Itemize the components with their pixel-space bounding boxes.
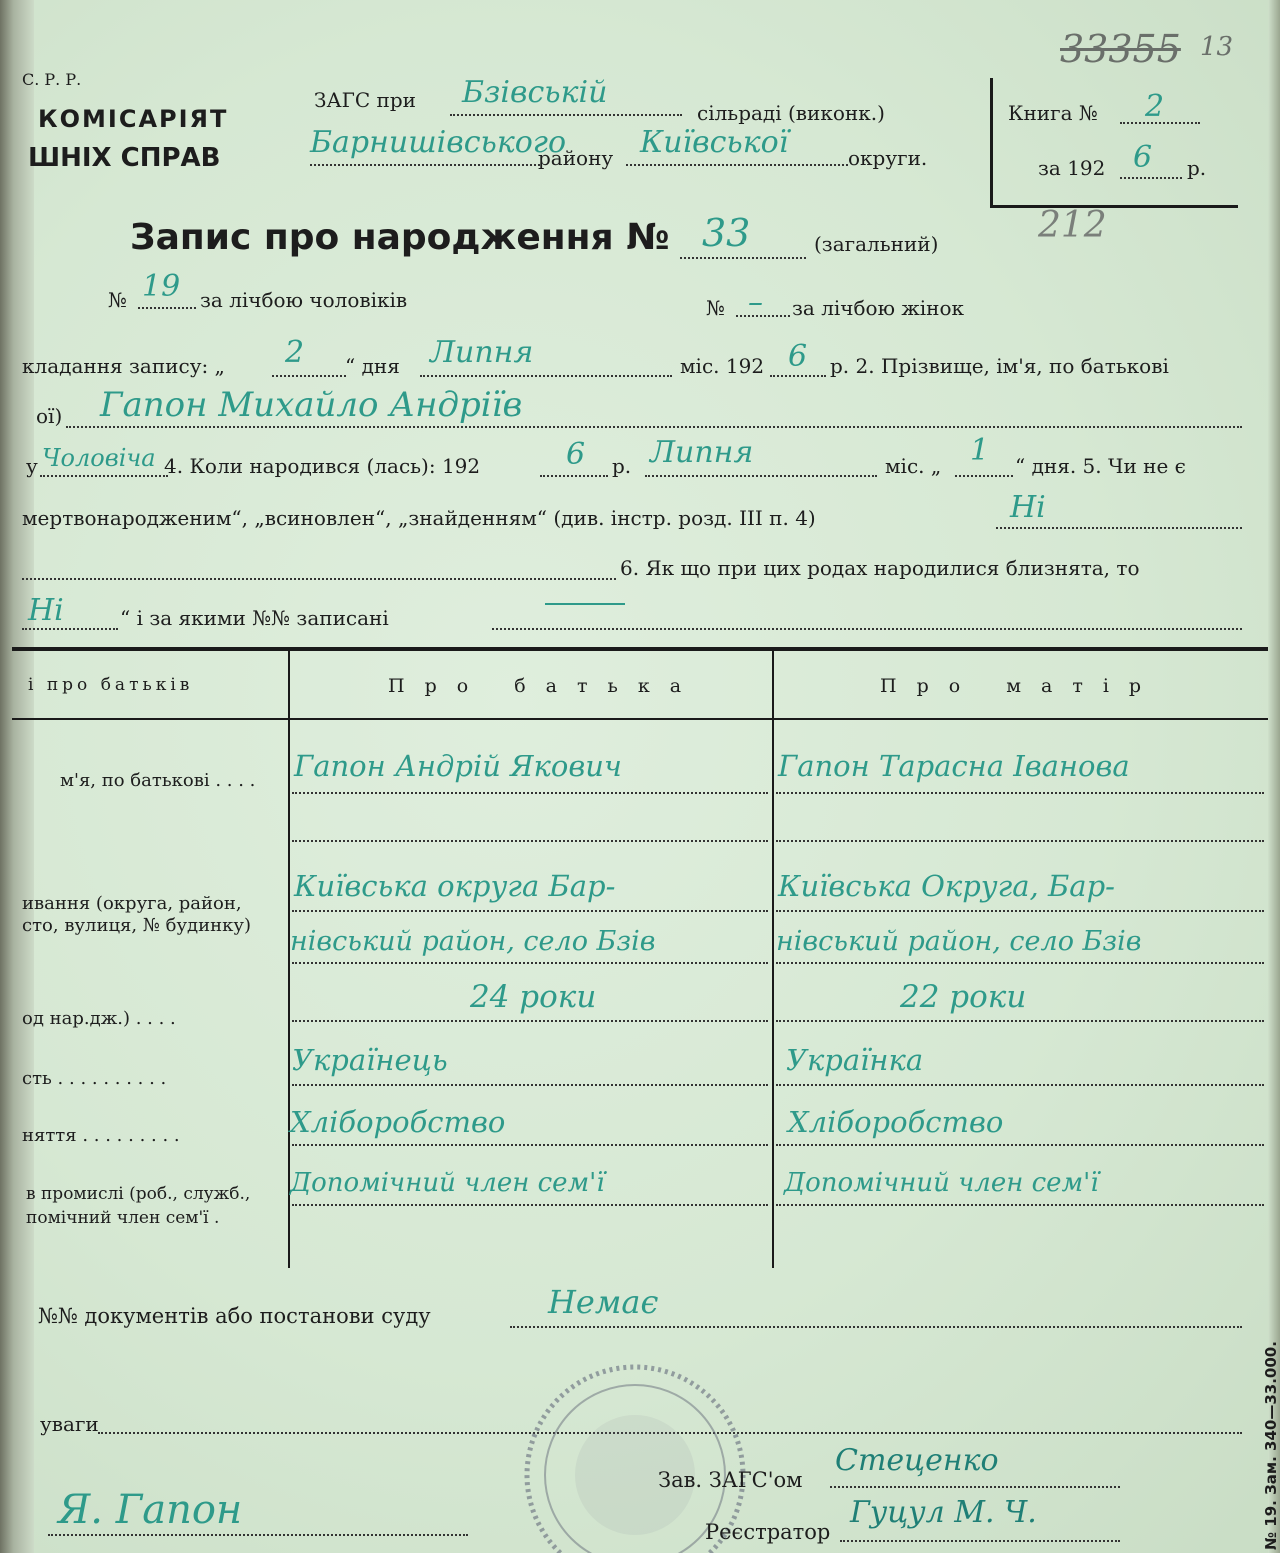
book-spine: [0, 0, 34, 1553]
month-year-label: міс. 192: [680, 354, 765, 378]
father-industry: Допомічний член сем'ї: [290, 1168, 605, 1198]
father-residence-line-2: [292, 962, 768, 964]
commissariat-label: КОМІСАРІЯТ: [38, 105, 229, 133]
born-mis-label: міс. „: [885, 454, 942, 478]
women-count-label: за лічбою жінок: [792, 296, 965, 320]
table-top-rule: [12, 647, 1268, 651]
year-suffix: р.: [1187, 156, 1207, 180]
table-col2-header: Про батька: [388, 675, 702, 697]
mother-industry: Допомічний член сем'ї: [784, 1168, 1099, 1198]
record-number: 33: [702, 211, 751, 255]
compiled-day: 2: [285, 335, 305, 370]
father-residence-line-1: [292, 910, 768, 912]
mother-age: 22 роки: [900, 979, 1027, 1015]
father-occupation: Хліборобство: [290, 1105, 506, 1139]
head-signature-line: [830, 1486, 1120, 1488]
row-industry-label-2: помічний член сем'ї .: [26, 1208, 220, 1228]
table-col-divider-2: [772, 650, 774, 1268]
documents-value: Немає: [548, 1283, 659, 1321]
twins-numbers-line: [492, 628, 1242, 630]
mother-name: Гапон Тарасна Іванова: [778, 749, 1130, 783]
born-day: 1: [970, 433, 990, 468]
page-edge: [1268, 0, 1280, 1553]
father-nationality-line: [292, 1084, 768, 1086]
father-occupation-line: [292, 1144, 768, 1146]
mother-name-line-2: [776, 840, 1264, 842]
compiled-year-line: [770, 375, 826, 377]
sex-value: Чоловіча: [42, 444, 156, 472]
documents-line: [510, 1326, 1242, 1328]
informant-signature: Я. Гапон: [58, 1487, 243, 1533]
compiled-month-line: [420, 375, 672, 377]
compiled-month: Липня: [430, 335, 534, 370]
mother-occupation-line: [776, 1144, 1264, 1146]
father-residence-1: Київська округа Бар-: [294, 869, 616, 903]
village-council-label: сільраді (виконк.): [697, 101, 885, 125]
table-col1-header: і про батьків: [28, 675, 194, 695]
father-age: 24 роки: [470, 979, 597, 1015]
okrug-label: округи.: [848, 146, 928, 170]
row-occupation-label: няття . . . . . . . . .: [22, 1125, 180, 1146]
ussr-label: С. Р. Р.: [22, 70, 82, 89]
district-label: району: [538, 146, 614, 170]
father-age-line: [292, 1020, 768, 1022]
men-number-value: 19: [142, 269, 181, 304]
affairs-label: ШНІХ СПРАВ: [28, 143, 221, 173]
year-line: [1120, 177, 1182, 179]
stillborn-label: мертвонародженим“, „всиновлен“, „знайденням“ (див. інстр. розд. III п. 4): [22, 506, 816, 530]
year-prefix: за 192: [1038, 156, 1106, 180]
twins-label: 6. Як що при цих родах народилися близнята, то: [620, 556, 1140, 580]
name-field-label: р. 2. Прізвище, ім'я, по батькові: [830, 354, 1169, 378]
mother-name-line: [776, 792, 1264, 794]
twins-numbers-label: “ і за якими №№ записані: [120, 606, 389, 630]
zags-prefix: ЗАГС при: [314, 88, 416, 112]
mother-residence-1: Київська Округа, Бар-: [778, 869, 1115, 903]
compiled-year-digit: 6: [788, 339, 808, 374]
twins-blank-line: [22, 578, 616, 580]
father-residence-2: нівський район, село Бзів: [290, 926, 656, 957]
record-number-line: [680, 257, 806, 259]
oi-label: ої): [36, 404, 63, 428]
men-count-label: за лічбою чоловіків: [200, 288, 408, 312]
born-year-line: [540, 475, 608, 477]
archive-number: 33355: [1060, 27, 1181, 71]
born-year-digit: 6: [566, 437, 586, 472]
born-day-label: “ дня. 5. Чи не є: [1015, 454, 1186, 478]
compiled-day-line: [272, 375, 346, 377]
district-value: Барнишівського: [310, 125, 567, 160]
men-number-prefix: №: [108, 288, 127, 312]
mother-residence-line-1: [776, 910, 1264, 912]
remarks-label: уваги: [40, 1412, 99, 1436]
row-name-label: м'я, по батькові . . . .: [60, 770, 256, 791]
father-nationality: Українець: [292, 1043, 448, 1077]
born-day-line: [955, 475, 1013, 477]
child-name: Гапон Михайло Андріїв: [100, 385, 523, 425]
row-nationality-label: сть . . . . . . . . . .: [22, 1068, 167, 1089]
record-title: Запис про народження №: [130, 217, 670, 258]
row-age-label: од нар.дж.) . . . .: [22, 1008, 176, 1029]
men-number-line: [138, 307, 196, 309]
informant-signature-line: [48, 1534, 468, 1536]
registrar-label: Реєстратор: [705, 1520, 831, 1544]
mother-occupation: Хліборобство: [788, 1105, 1004, 1139]
women-number-prefix: №: [706, 296, 725, 320]
sex-prefix: у: [26, 454, 38, 478]
zags-village-line: [450, 114, 682, 116]
sex-line: [40, 475, 168, 477]
head-label: Зав. ЗАГС'ом: [658, 1468, 803, 1492]
year-digit: 6: [1133, 140, 1153, 175]
stillborn-line: [996, 527, 1242, 529]
table-header-rule: [12, 718, 1268, 720]
registrar-signature-line: [840, 1540, 1120, 1542]
archive-sub: 13: [1200, 32, 1234, 62]
documents-label: №№ документів або постанови суду: [38, 1304, 431, 1328]
okrug-line: [626, 164, 848, 166]
district-line: [310, 164, 540, 166]
page-number: 212: [1038, 205, 1107, 246]
mother-nationality-line: [776, 1084, 1264, 1086]
born-month-line: [645, 475, 877, 477]
book-label: Книга №: [1008, 101, 1098, 125]
okrug-value: Київської: [640, 125, 789, 160]
row-residence-label-2: сто, вулиця, № будинку): [22, 915, 251, 936]
child-name-line: [66, 426, 1242, 428]
registrar-signature: Гуцул М. Ч.: [850, 1495, 1037, 1530]
mother-nationality: Українка: [786, 1043, 924, 1077]
women-number-value: –: [748, 285, 763, 320]
twins-value: Ні: [28, 593, 64, 628]
day-label: “ дня: [345, 354, 400, 378]
born-month: Липня: [650, 435, 754, 470]
mother-industry-line: [776, 1204, 1264, 1206]
born-label: 4. Коли народився (лась): 192: [164, 454, 481, 478]
father-name-line: [292, 792, 768, 794]
book-number: 2: [1145, 89, 1165, 124]
twins-value-line: [22, 628, 118, 630]
father-industry-line: [292, 1204, 768, 1206]
father-name-line-2: [292, 840, 768, 842]
father-name: Гапон Андрій Якович: [294, 749, 622, 783]
head-signature: Стеценко: [835, 1443, 999, 1478]
women-number-line: [736, 315, 790, 317]
mother-residence-line-2: [776, 962, 1264, 964]
print-order-code: № 19. Зам. 340—33.000.: [1262, 1341, 1280, 1550]
general-label: (загальний): [814, 232, 939, 256]
born-p-label: р.: [612, 454, 632, 478]
table-col3-header: Про матір: [880, 675, 1162, 697]
zags-village-value: Бзівській: [462, 75, 608, 110]
stillborn-value: Ні: [1010, 490, 1046, 525]
book-box: [990, 78, 1238, 208]
mother-age-line: [776, 1020, 1264, 1022]
compiled-label: кладання запису: „: [22, 354, 225, 378]
twins-numbers-dash: [545, 603, 625, 605]
row-industry-label-1: в промислі (роб., служб.,: [26, 1184, 251, 1204]
row-residence-label-1: ивання (округа, район,: [22, 893, 242, 914]
mother-residence-2: нівський район, село Бзів: [776, 926, 1142, 957]
